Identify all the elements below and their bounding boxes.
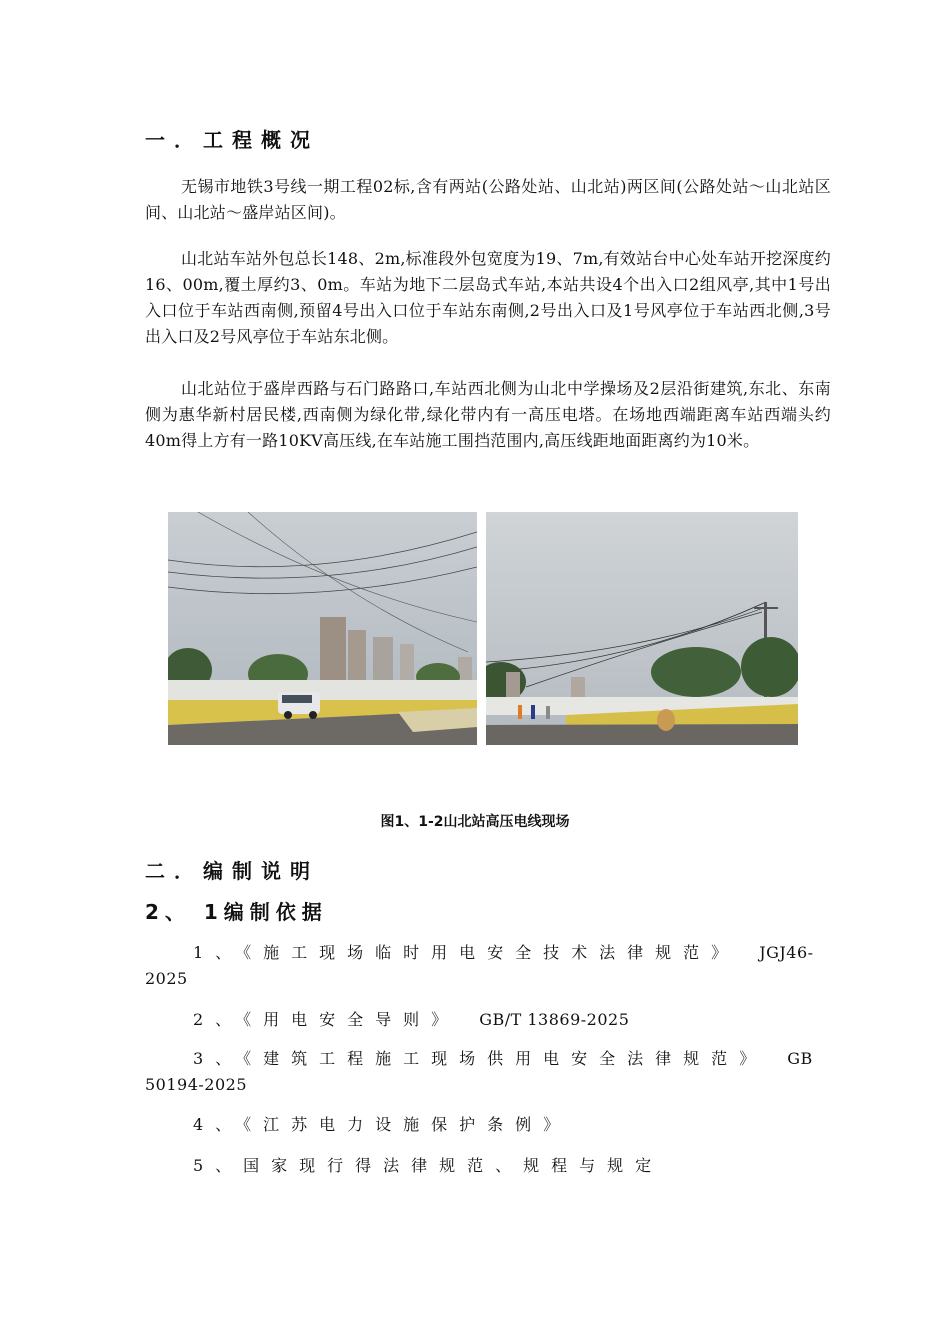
reference-item-4 (145, 1112, 831, 1138)
reference-item-5 (145, 1153, 831, 1179)
section-heading-notes: 二．编制说明 (145, 859, 319, 883)
section-heading-overview: 一．工程概况 (145, 128, 319, 152)
reference-code: JGJ46-2025 (145, 943, 814, 988)
construction-site-photo-east (486, 512, 798, 745)
reference-code: GB/T 13869-2025 (479, 1010, 630, 1029)
reference-title: 1、《施工现场临时用电安全技术法律规范》 (193, 943, 740, 962)
reference-code: GB 50194-2025 (145, 1049, 813, 1094)
reference-title: 5、国家现行得法律规范、规程与规定 (193, 1156, 664, 1175)
reference-item-2 (145, 1007, 831, 1033)
reference-title: 3、《建筑工程施工现场供用电安全法律规范》 (193, 1049, 768, 1068)
paragraph-station-location: 山北站位于盛岸西路与石门路路口,车站西北侧为山北中学操场及2层沿街建筑,东北、东南侧为惠华新村居民楼,西南侧为绿化带,绿化带内有一高压电塔。在场地西端距离车站西端头约40m得上方有一路10KV高压线,在车站施工围挡范围内,高压线距地面距离约为10米。 (145, 379, 831, 450)
figure-caption: 图1、1-2山北站高压电线现场 (380, 814, 570, 830)
reference-title: 4、《江苏电力设施保护条例》 (193, 1115, 572, 1134)
reference-item-1 (145, 940, 831, 992)
subsection-heading-basis: 2、 1编制依据 (145, 900, 328, 924)
paragraph-station-dimensions: 山北站车站外包总长148、2m,标准段外包宽度为19、7m,有效站台中心处车站开挖深度约16、00m,覆土厚约3、0m。车站为地下二层岛式车站,本站共设4个出入口2组风亭,其中1号出入口位于车站西南侧,预留4号出入口位于车站东南侧,2号出入口及1号风亭位于车站西北侧,3号出入口及2号风亭位于车站东北侧。 (145, 249, 831, 346)
reference-title: 2、《用电安全导则》 (193, 1010, 460, 1029)
construction-site-photo-west (168, 512, 477, 745)
reference-item-3 (145, 1046, 831, 1098)
paragraph-project-intro: 无锡市地铁3号线一期工程02标,含有两站(公路处站、山北站)两区间(公路处站～山北站区间、山北站～盛岸站区间)。 (145, 177, 831, 222)
